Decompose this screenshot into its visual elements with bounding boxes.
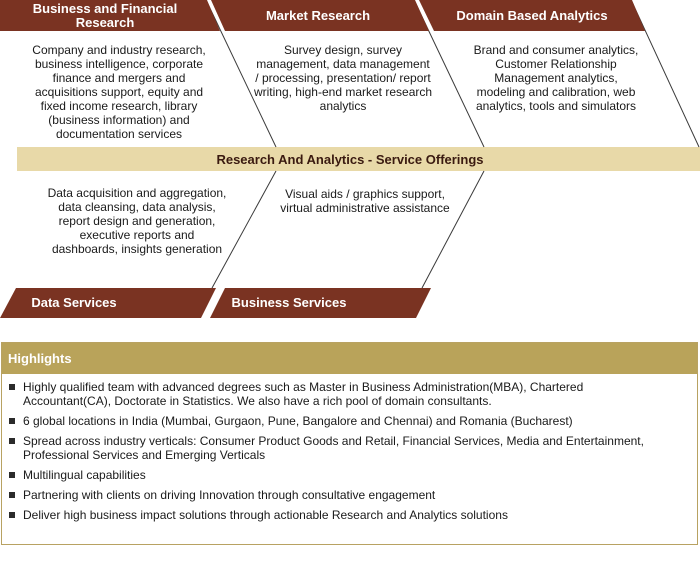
square-bullet-icon [9, 384, 15, 390]
highlight-item: Spread across industry verticals: Consumer Product Goods and Retail, Financial Services, Media and Entertainment, Professional Services and Emerging Verticals [8, 434, 687, 462]
category-title-domain-analytics: Domain Based Analytics [456, 7, 608, 23]
category-description-market-research: Survey design, survey management, data management / processing, presentation/ report writing, high-end market research analytics [253, 43, 433, 113]
highlights-list [2, 374, 697, 522]
category-description-business-financial: Company and industry research, business intelligence, corporate finance and mergers and acquisitions support, equity and fixed income research, library (business information) and documentation services [32, 43, 206, 141]
category-description-domain-analytics: Brand and consumer analytics, Customer Relationship Management analytics, modeling and calibration, web analytics, tools and simulators [473, 43, 639, 113]
square-bullet-icon [9, 438, 15, 444]
square-bullet-icon [9, 492, 15, 498]
category-title-business-financial: Business and Financial Research [32, 0, 178, 30]
category-description-data-services: Data acquisition and aggregation, data cleansing, data analysis, report design and generation, executive reports and dashboards, insights generation [47, 186, 227, 256]
category-title-market-research: Market Research [265, 7, 371, 23]
category-description-business-services: Visual aids / graphics support, virtual administrative assistance [280, 187, 450, 215]
category-title-business-services: Business Services [231, 295, 347, 310]
category-title-data-services: Data Services [31, 295, 117, 310]
highlights-panel [1, 342, 698, 545]
highlight-item: Highly qualified team with advanced degrees such as Master in Business Administration(MBA), Chartered Accountant(CA), Doctorate in Statistics. We also have a rich pool of domain consultants. [8, 380, 687, 408]
highlight-item: Partnering with clients on driving Innovation through consultative engagement [8, 488, 687, 502]
diagram-center-label: Research And Analytics - Service Offerings [216, 151, 484, 167]
highlight-item: 6 global locations in India (Mumbai, Gurgaon, Pune, Bangalore and Chennai) and Romania (Bucharest) [8, 414, 687, 428]
highlight-item: Deliver high business impact solutions through actionable Research and Analytics solutions [8, 508, 687, 522]
square-bullet-icon [9, 472, 15, 478]
highlights-title: Highlights [2, 343, 697, 374]
square-bullet-icon [9, 512, 15, 518]
highlight-item: Multilingual capabilities [8, 468, 687, 482]
square-bullet-icon [9, 418, 15, 424]
